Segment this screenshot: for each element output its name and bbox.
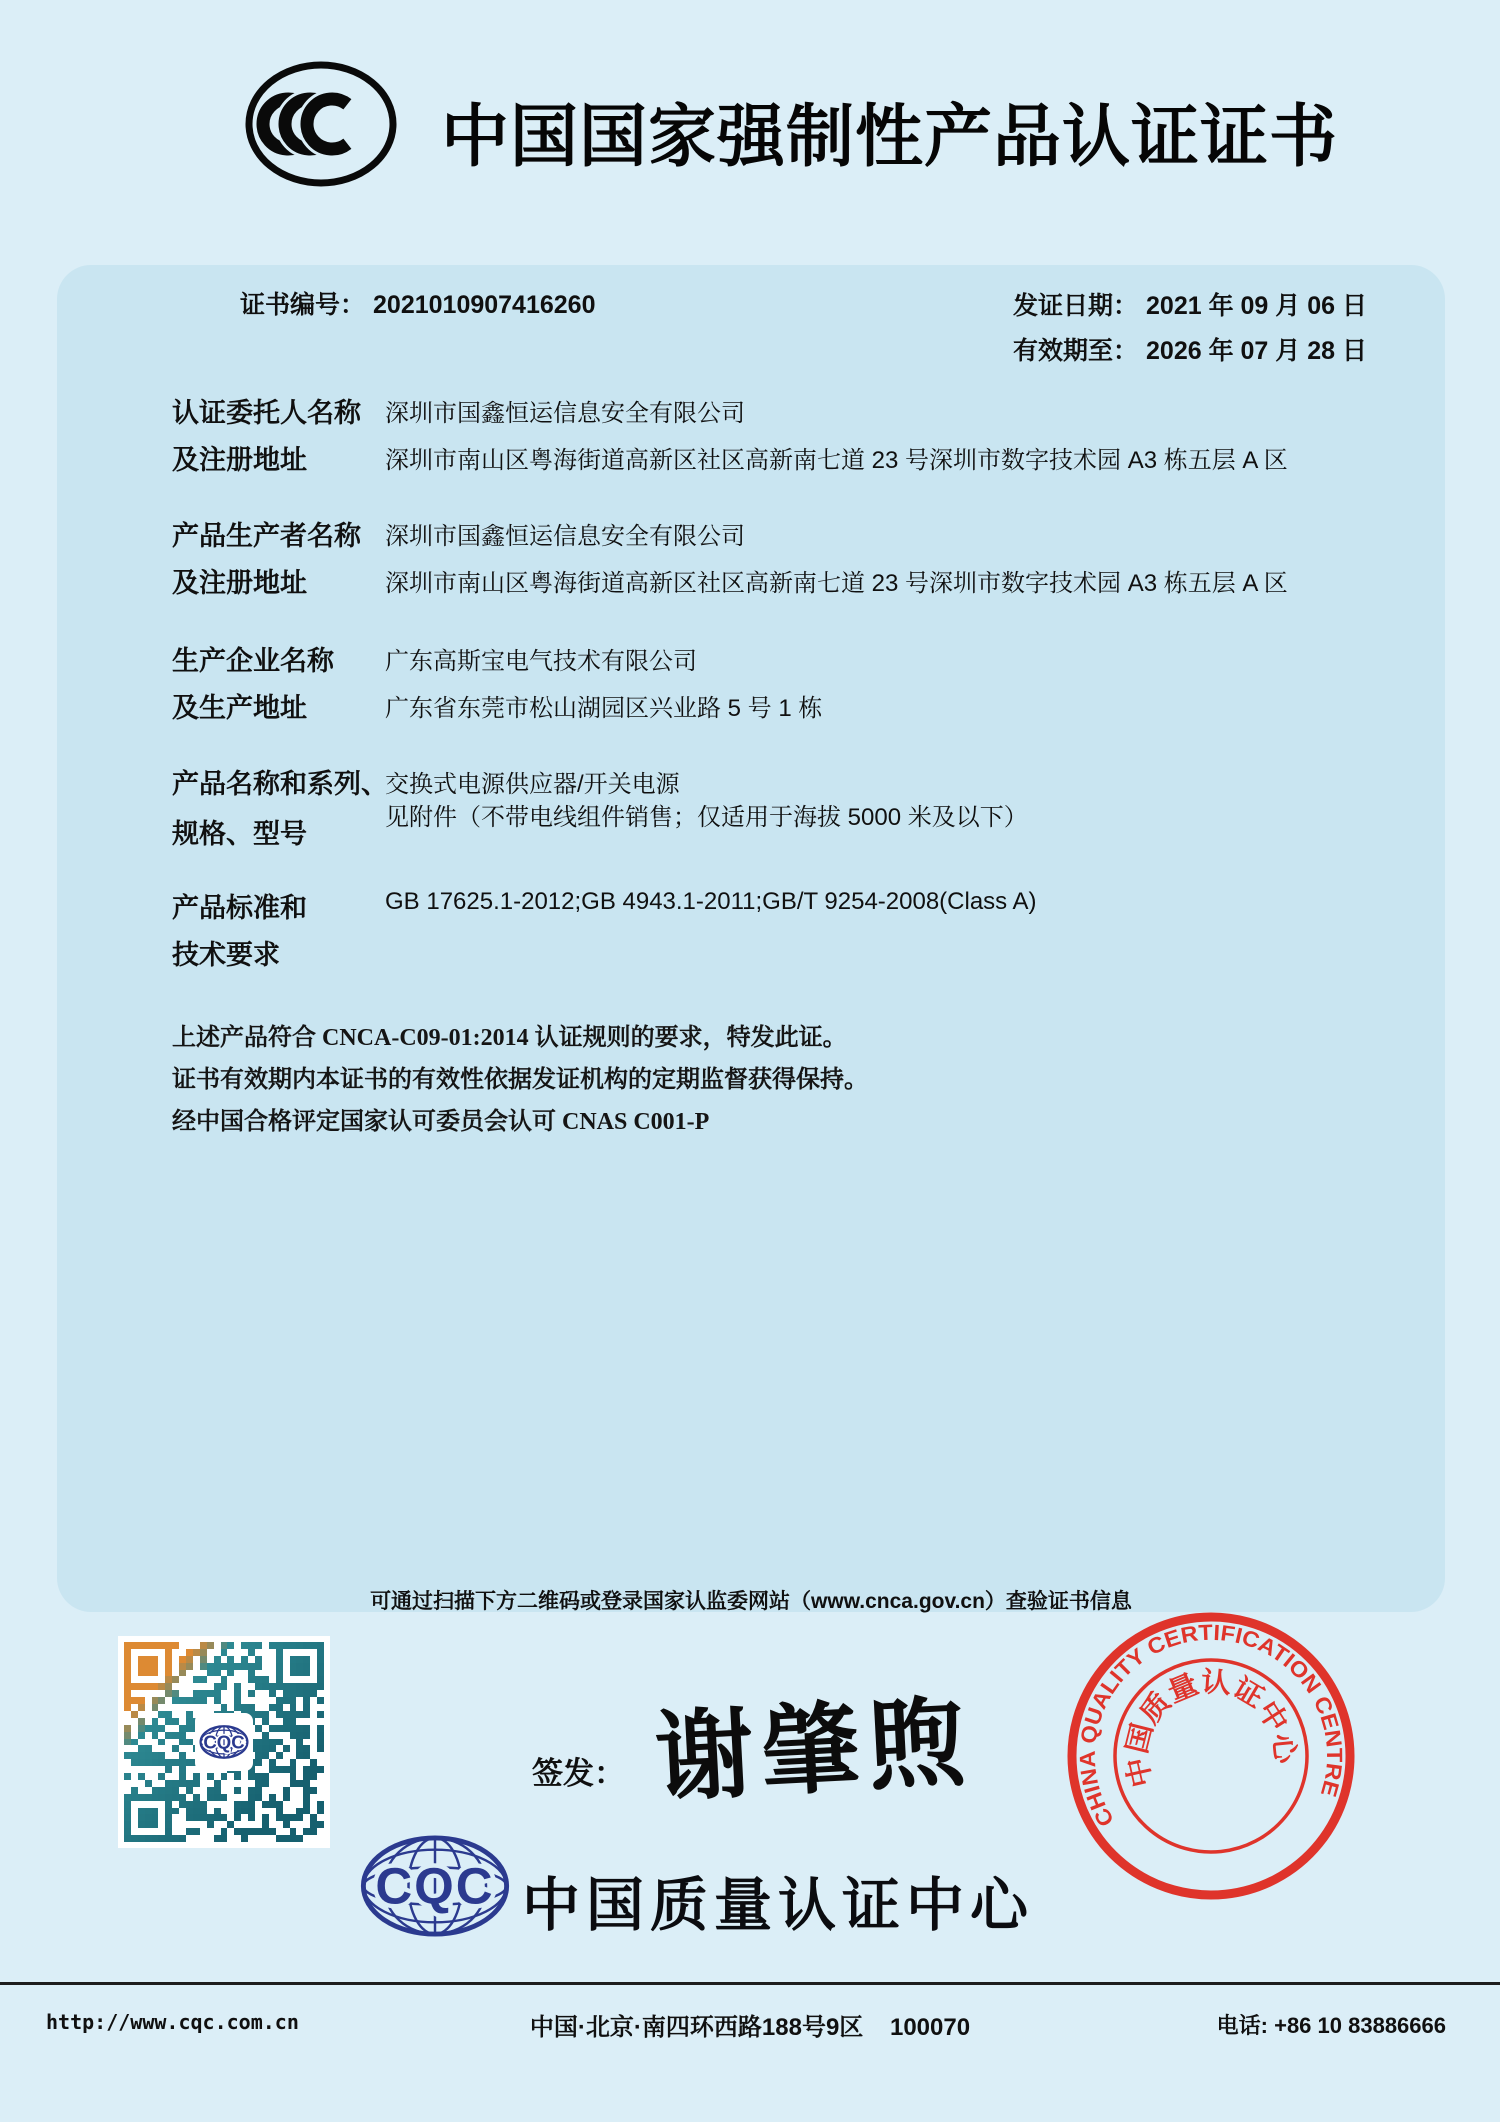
- field-label: 产品名称和系列、: [172, 769, 388, 799]
- field-value: 广东省东莞市松山湖园区兴业路 5 号 1 栋: [385, 695, 823, 722]
- field-label: 产品生产者名称: [172, 521, 361, 551]
- field-label: 认证委托人名称: [172, 398, 361, 428]
- field-product-name: [172, 762, 1412, 852]
- footer-phone: 电话: +86 10 83886666: [1216, 2013, 1446, 2038]
- footer-address: 中国·北京·南四环西路188号9区 100070: [529, 2014, 971, 2041]
- field-standards: [172, 886, 1412, 976]
- field-value: 交换式电源供应器/开关电源: [385, 771, 680, 798]
- svg-text:CQC: CQC: [203, 1731, 245, 1753]
- signature-handwritten: 谢肇煦: [652, 1689, 977, 1815]
- expiry-date: [1013, 331, 1367, 367]
- svg-text:CQC: CQC: [375, 1857, 495, 1915]
- cqc-globe-icon: [199, 1724, 249, 1760]
- footer-divider: [0, 1982, 1500, 1985]
- field-label: 及注册地址: [172, 568, 307, 598]
- certificate-panel: [57, 265, 1445, 1612]
- statement-validity: 证书有效期内本证书的有效性依据发证机构的定期监督获得保持。: [172, 1067, 868, 1093]
- field-label: 产品标准和: [172, 893, 307, 923]
- qr-center-logo: [195, 1713, 253, 1771]
- svg-text:中国质量认证中心: 中国质量认证中心: [1121, 1666, 1301, 1791]
- field-label: 及生产地址: [172, 693, 307, 723]
- expiry-date-value: 2026 年 07 月 28 日: [1146, 337, 1367, 365]
- field-label: 技术要求: [172, 940, 280, 970]
- field-label: 及注册地址: [172, 445, 307, 475]
- cqc-seal-stamp-icon: [1046, 1591, 1376, 1921]
- qr-verification-note: 可通过扫描下方二维码或登录国家认监委网站（www.cnca.gov.cn）查验证书信息: [370, 1590, 1132, 1613]
- field-value: 深圳市南山区粤海街道高新区社区高新南七道 23 号深圳市数字技术园 A3 栋五层 A 区: [385, 570, 1288, 597]
- signed-by-label: 签发：: [532, 1756, 625, 1791]
- field-value: 深圳市国鑫恒运信息安全有限公司: [385, 523, 745, 550]
- footer-website: http://www.cqc.com.cn: [46, 2010, 299, 2034]
- svg-text:CHINA QUALITY CERTIFICATION CE: CHINA QUALITY CERTIFICATION CENTRE: [1074, 1619, 1348, 1831]
- ccc-mark-icon: [242, 58, 400, 190]
- field-label: 规格、型号: [172, 819, 307, 849]
- field-value: GB 17625.1-2012;GB 4943.1-2011;GB/T 9254-2008(Class A): [385, 888, 1037, 915]
- issue-date-label: 发证日期：: [1013, 293, 1139, 320]
- field-value: 广东高斯宝电气技术有限公司: [385, 648, 697, 675]
- statement-compliance: 上述产品符合 CNCA-C09-01:2014 认证规则的要求，特发此证。: [172, 1025, 847, 1051]
- statement-accreditation: 经中国合格评定国家认可委员会认可 CNAS C001-P: [172, 1109, 710, 1135]
- field-label: 生产企业名称: [172, 646, 334, 676]
- qr-code: [118, 1636, 330, 1848]
- field-manufacturer: [172, 639, 1412, 729]
- certificate-number-label: 证书编号：: [240, 292, 366, 319]
- cqc-globe-icon: [358, 1834, 512, 1938]
- issue-date-value: 2021 年 09 月 06 日: [1146, 292, 1367, 320]
- field-producer: [172, 514, 1412, 604]
- certificate-number-value: 2021010907416260: [373, 291, 596, 319]
- field-applicant: [172, 391, 1412, 481]
- field-value: 见附件（不带电线组件销售；仅适用于海拔 5000 米及以下）: [385, 804, 1028, 831]
- certificate-title: 中国国家强制性产品认证证书: [441, 99, 1339, 175]
- certificate-number: [240, 285, 595, 321]
- field-value: 深圳市国鑫恒运信息安全有限公司: [385, 400, 745, 427]
- issue-date: [1013, 286, 1367, 322]
- field-value: 深圳市南山区粤海街道高新区社区高新南七道 23 号深圳市数字技术园 A3 栋五层 A 区: [385, 447, 1288, 474]
- expiry-date-label: 有效期至：: [1013, 338, 1139, 365]
- issuer-name: 中国质量认证中心: [522, 1873, 1035, 1938]
